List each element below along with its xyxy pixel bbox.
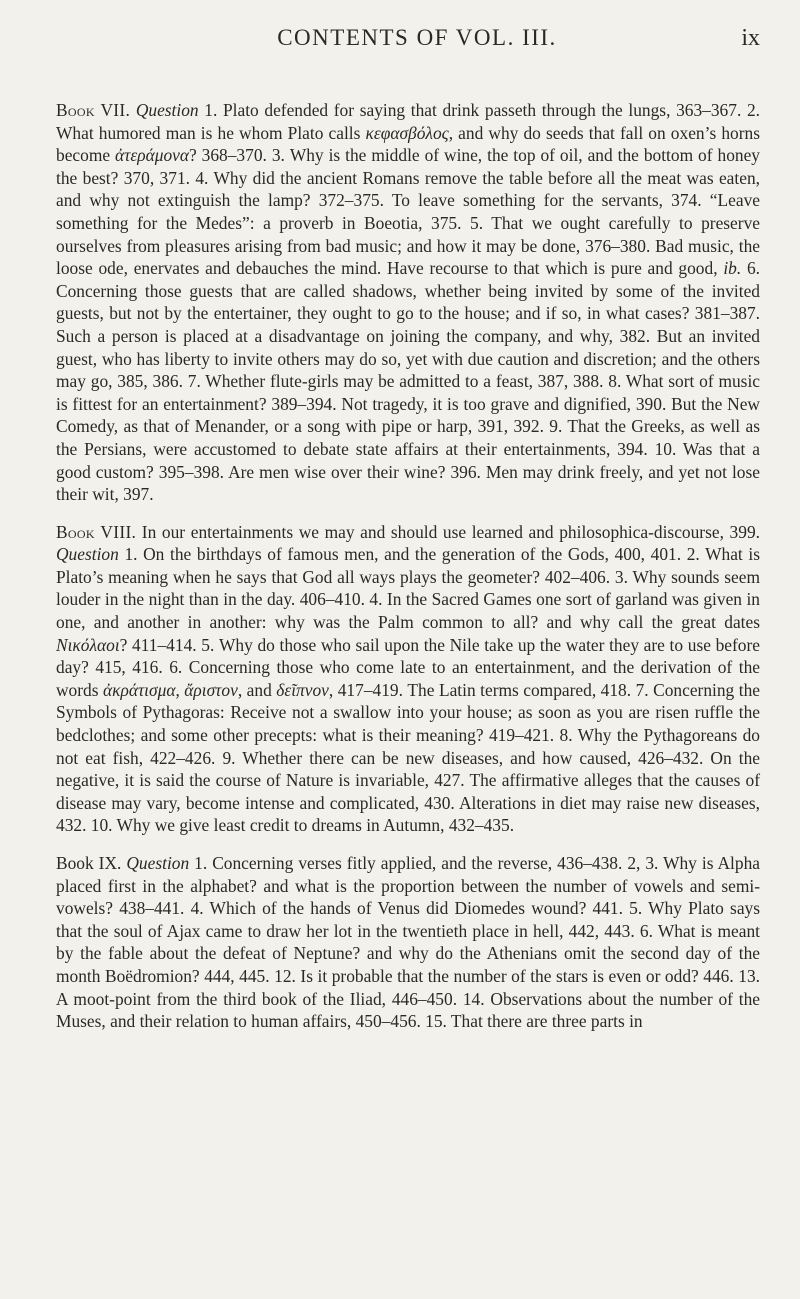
book-viii-and: , and (237, 679, 277, 700)
book-viii-greek-3: ἄριστον (184, 679, 238, 700)
book-ix-text: 1. Concerning verses fitly applied, and the reverse, 436–438. 2, 3. Why is Alpha placed first in the alphabet? and what is the proportion between the number of vowels and semi-vowels? 438–441. 4. Which of the hands of Venus did Diomedes wound? 441. 5. Why Plato says that the soul of Ajax came to draw her lot in the twentieth place in hell, 442, 443. 6. What is meant by the fable about the defeat of Neptune? and why do the Athenians omit the second day of the month Boëdromion? 444, 445. 12. Is it probable that the number of the stars is even or odd? 446. 13. A moot-point from the third book of the Iliad, 446–450. 14. Observations about the number of the Muses, and their relation to human affairs, 450–456. 15. That there are three parts in (56, 853, 760, 1032)
book-viii-comma: , (175, 679, 185, 700)
book-viii-label: Book VIII. (56, 521, 137, 542)
book-ix-label: Book IX. (56, 853, 122, 873)
book-viii-question-word: Question (56, 544, 119, 565)
book-vii-text-3: ? 368–370. 3. Why is the middle of wine, the top of oil, and the bottom of honey the best? 370, 371. 4. Why did the ancient Romans remove the table before all the meat was eaten, and why not extinguish the lamp? 372–375. To leave something for the servants, 374. “Leave something for the Medes”: a proverb in Boeotia, 375. 5. That we ought carefully to preserve ourselves from pleasures arising from bad music; and how it may be done, 376–380. Bad music, the loose ode, enervates and debauches the mind. Have recourse to that which is pure and good, (56, 145, 760, 279)
book-ix-question-word: Question (126, 853, 190, 873)
book-vii-paragraph (56, 99, 760, 506)
book-page (56, 18, 760, 1033)
book-vii-greek-2: ἀτεράμονα (115, 145, 189, 166)
book-viii-greek-1: Νικόλαοι (56, 634, 120, 655)
book-viii-greek-2: ἀκράτισμα (103, 679, 176, 700)
book-vii-text-1: 1. Plato defended for saying that drink passeth through the lungs, 363–367. 2. What humored man is he whom Plato calls (56, 100, 760, 143)
book-ix-paragraph (56, 852, 760, 1033)
book-vii-label: Book VII. (56, 100, 131, 120)
book-viii-greek-4: δεῖπνον (276, 679, 329, 700)
book-viii-text-3: , 417–419. The Latin terms compared, 418. 7. Concerning the Symbols of Pythagoras: Receive not a swallow into your house; as soon as you are risen ruffle the bedclothes; and some other precepts: what is their meaning? 419–421. 8. Why the Pythagoreans do not eat fish, 422–426. 9. Whether there can be new diseases, and how caused, 426–432. On the negative, it is said the course of Nature is invariable, 427. The affirmative alleges that the causes of disease may vary, become intense and complicated, 430. Alterations in diet may raise new diseases, 432. 10. Why we give least credit to dreams in Autumn, 432–435. (56, 679, 760, 836)
book-vii-ib: ib. (723, 258, 742, 279)
book-vii-text-2: , and why do seeds that fall on oxen’s horns become (56, 122, 760, 166)
running-head-title: CONTENTS OF VOL. III. (277, 25, 557, 50)
page-number: ix (741, 25, 760, 51)
book-vii-text-4: 6. Concerning those guests that are called shadows, whether being invited by some of the invited guests, but not by the entertainer, they ought to go to the house; and if so, in what cases? 381–387. Such a person is placed at a disadvantage on joining the company, and why, 382. But an invited guest, who has liberty to invite others may do so, yet with due caution and discretion; and the others may go, 385, 386. 7. Whether flute-girls may be admitted to a feast, 387, 388. 8. What sort of music is fittest for an entertainment? 389–394. Not tragedy, it is too grave and dignified, 390. But the New Comedy, as that of Menander, or a song with pipe or harp, 391, 392. 9. That the Greeks, as well as the Persians, were accustomed to debate state affairs at their entertainments, 394. 10. Was that a good custom? 395–398. Are men wise over their wine? 396. Men may drink freely, and yet not lose their wit, 397. (56, 258, 760, 505)
book-vii-greek-1: κεφασβόλος (365, 122, 449, 143)
book-viii-paragraph (56, 521, 760, 837)
book-viii-text-2: ? 411–414. 5. Why do those who sail upon the Nile take up the water they are to use before day? 415, 416. 6. Concerning those who come late to an entertainment, and the derivation of the words (56, 634, 760, 700)
book-vii-question-word: Question (135, 100, 199, 120)
running-head (56, 18, 760, 58)
book-viii-text-1: 1. On the birthdays of famous men, and the generation of the Gods, 400, 401. 2. What is Plato’s meaning when he says that God all ways plays the geometer? 402–406. 3. Why sounds seem louder in the night than in the day. 406–410. 4. In the Sacred Games one sort of garland was given in one, and another in another: why was the Palm common to all? and why call the great dates (56, 544, 760, 633)
book-viii-intro: In our entertainments we may and should use learned and philosophica-discourse, 399. (136, 521, 760, 542)
